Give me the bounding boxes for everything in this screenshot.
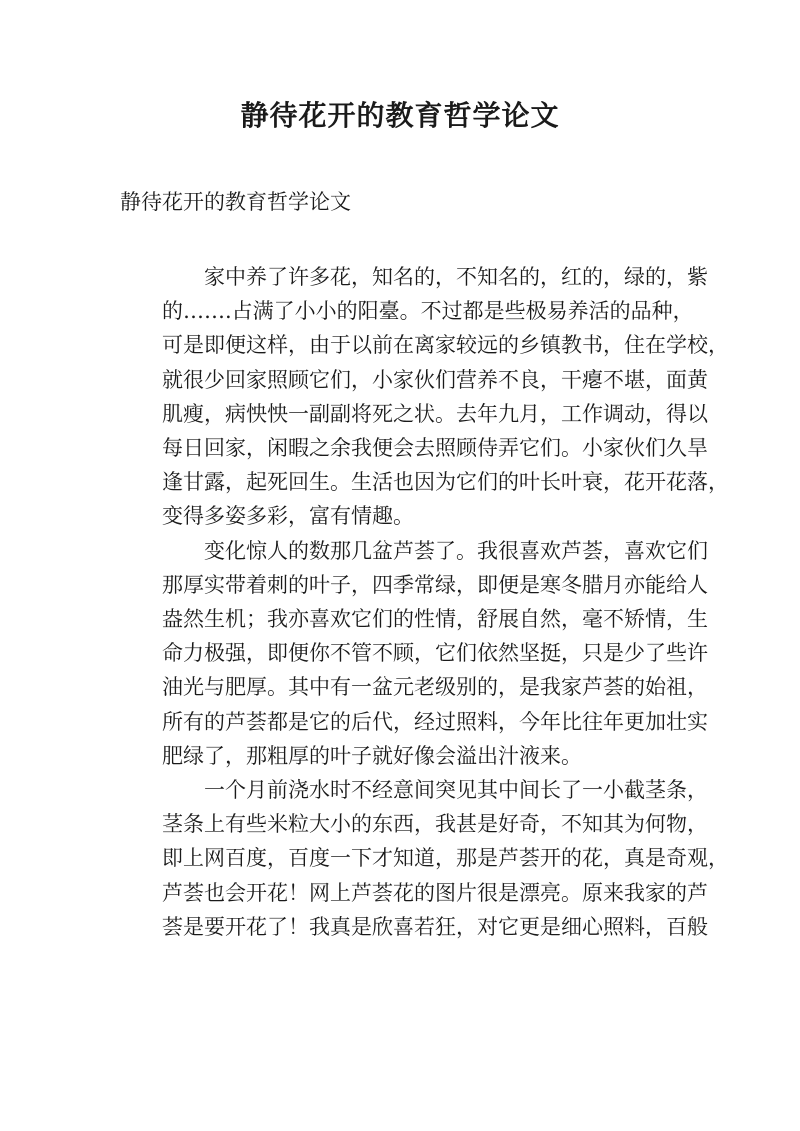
paragraph-line: 茎条上有些米粒大小的东西，我甚是好奇，不知其为何物， <box>162 812 708 837</box>
paragraph-line: 一个月前浇水时不经意间突见其中间长了一小截茎条， <box>204 778 708 803</box>
paragraph-line: 肥绿了，那粗厚的叶子就好像会溢出汁液来。 <box>162 743 582 768</box>
paragraph-line: 油光与肥厚。其中有一盆元老级别的，是我家芦荟的始祖， <box>162 675 708 700</box>
paragraph-line: 命力极强，即便你不管不顾，它们依然坚挺，只是少了些许 <box>162 641 708 666</box>
paragraph-line: 逢甘露，起死回生。生活也因为它们的叶长叶衰，花开花落， <box>162 470 729 495</box>
paragraph-3 <box>120 773 729 944</box>
paragraph-line: 的…….占满了小小的阳臺。不过都是些极易养活的品种， <box>162 299 694 324</box>
paragraph-line: 即上网百度，百度一下才知道，那是芦荟开的花，真是奇观， <box>162 846 729 871</box>
paragraph-line: 就很少回家照顾它们，小家伙们营养不良，干瘪不堪，面黄 <box>162 367 708 392</box>
paragraph-line: 盎然生机；我亦喜欢它们的性情，舒展自然，毫不矫情，生 <box>162 607 708 632</box>
paragraph-2 <box>120 534 708 773</box>
paragraph-line: 荟是要开花了！我真是欣喜若狂，对它更是细心照料，百般 <box>162 914 708 939</box>
paragraph-line: 那厚实带着刺的叶子，四季常绿，即便是寒冬腊月亦能给人 <box>162 572 708 597</box>
paragraph-line: 可是即便这样，由于以前在离家较远的乡镇教书，住在学校， <box>162 333 729 358</box>
paragraph-line: 变化惊人的数那几盆芦荟了。我很喜欢芦荟，喜欢它们 <box>204 538 708 563</box>
paragraph-1 <box>120 260 729 534</box>
paragraph-line: 变得多姿多彩，富有情趣。 <box>162 504 414 529</box>
paragraph-line: 肌瘦，病怏怏一副副将死之状。去年九月，工作调动，得以 <box>162 401 708 426</box>
paragraph-line: 每日回家，闲暇之余我便会去照顾侍弄它们。小家伙们久旱 <box>162 436 708 461</box>
paragraph-line: 芦荟也会开花！网上芦荟花的图片很是漂亮。原来我家的芦 <box>162 880 708 905</box>
paragraph-line: 家中养了许多花，知名的，不知名的，红的，绿的，紫 <box>204 265 708 289</box>
document-subtitle: 静待花开的教育哲学论文 <box>120 190 351 214</box>
document-title: 静待花开的教育哲学论文 <box>240 99 560 132</box>
paragraph-line: 所有的芦荟都是它的后代，经过照料，今年比往年更加壮实 <box>162 709 708 734</box>
document-body <box>120 260 729 944</box>
